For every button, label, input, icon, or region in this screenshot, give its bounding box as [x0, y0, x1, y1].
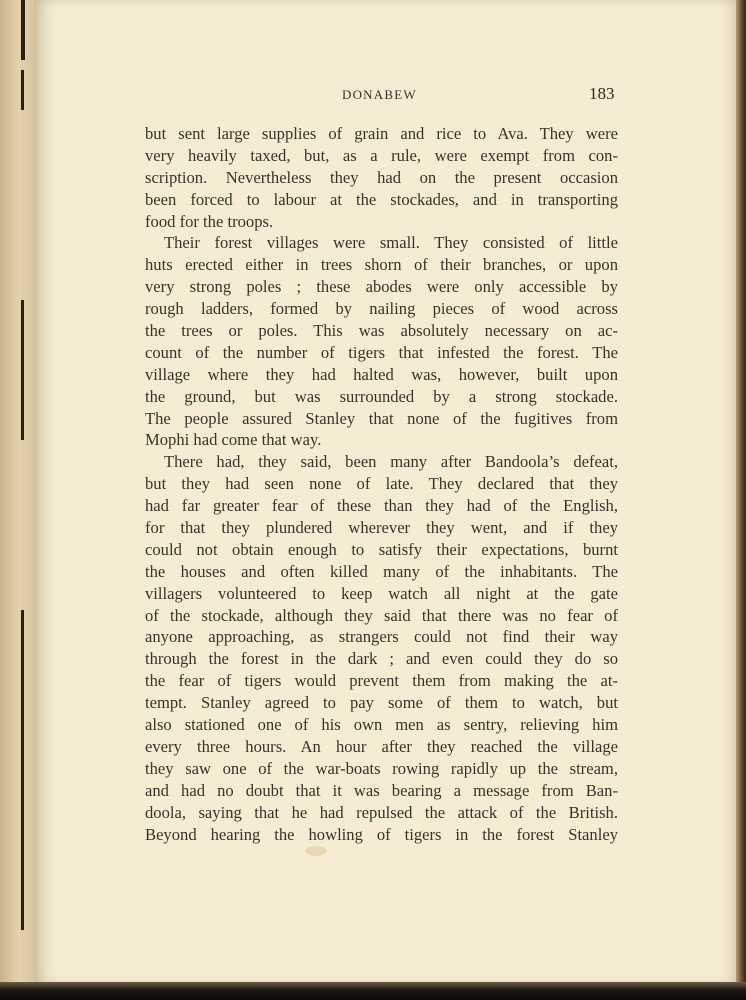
- body-text: [145, 123, 618, 845]
- text-line: food for the troops.: [145, 211, 274, 231]
- text-line: Beyond hearing the howling of tigers in the forest Stanley: [145, 824, 618, 844]
- text-line: rough ladders, formed by nailing pieces of wood across: [145, 299, 618, 319]
- text-line: Their forest villages were small. They consisted of little: [164, 233, 618, 253]
- text-line: also stationed one of his own men as sentry, relieving him: [145, 715, 618, 735]
- text-line: but they had seen none of late. They declared that they: [145, 474, 618, 494]
- page-number: 183: [589, 84, 615, 103]
- binding-mark: [21, 610, 24, 930]
- text-line: There had, they said, been many after Bandoola’s defeat,: [164, 452, 618, 472]
- text-line: doola, saying that he had repulsed the attack of the British.: [145, 802, 618, 822]
- text-line: very heavily taxed, but, as a rule, were exempt from con-: [145, 145, 618, 165]
- text-line: the ground, but was surrounded by a strong stockade.: [145, 386, 618, 406]
- page-right-edge: [736, 0, 746, 1000]
- running-head: [0, 84, 746, 107]
- text-line: the fear of tigers would prevent them from making the at-: [145, 671, 618, 691]
- text-line: but sent large supplies of grain and rice to Ava. They were: [145, 124, 618, 143]
- page-bottom-edge: [0, 982, 746, 1000]
- text-line: of the stockade, although they said that there was no fear of: [145, 605, 618, 625]
- text-line: the trees or poles. This was absolutely necessary on ac-: [145, 321, 618, 341]
- text-line: very strong poles ; these abodes were only accessible by: [145, 277, 618, 297]
- text-line: villagers volunteered to keep watch all night at the gate: [145, 583, 618, 603]
- text-line: anyone approaching, as strangers could not find their way: [145, 627, 618, 647]
- text-line: through the forest in the dark ; and even could they do so: [145, 649, 618, 669]
- running-head-title: DONABEW: [342, 87, 417, 102]
- text-line: The people assured Stanley that none of the fugitives from: [145, 408, 618, 428]
- text-line: Mophi had come that way.: [145, 430, 322, 450]
- text-line: had far greater fear of these than they had of the English,: [145, 496, 618, 516]
- text-line: they saw one of the war-boats rowing rapidly up the stream,: [145, 758, 618, 778]
- text-line: and had no doubt that it was bearing a message from Ban-: [145, 780, 618, 800]
- text-line: village where they had halted was, however, built upon: [145, 364, 618, 384]
- text-line: for that they plundered wherever they went, and if they: [145, 518, 618, 538]
- binding-mark: [21, 0, 25, 60]
- text-line: been forced to labour at the stockades, and in transporting: [145, 189, 618, 209]
- paper-smudge: [305, 846, 327, 856]
- text-line: count of the number of tigers that infested the forest. The: [145, 342, 618, 362]
- text-line: tempt. Stanley agreed to pay some of them to watch, but: [145, 693, 618, 713]
- text-line: could not obtain enough to satisfy their expectations, burnt: [145, 539, 618, 559]
- binding-mark: [21, 300, 24, 440]
- text-line: the houses and often killed many of the inhabitants. The: [145, 561, 618, 581]
- text-line: huts erected either in trees shorn of their branches, or upon: [145, 255, 618, 275]
- scan-left-margin: [0, 0, 34, 1000]
- text-line: every three hours. An hour after they reached the village: [145, 736, 618, 756]
- text-line: scription. Nevertheless they had on the present occasion: [145, 167, 618, 187]
